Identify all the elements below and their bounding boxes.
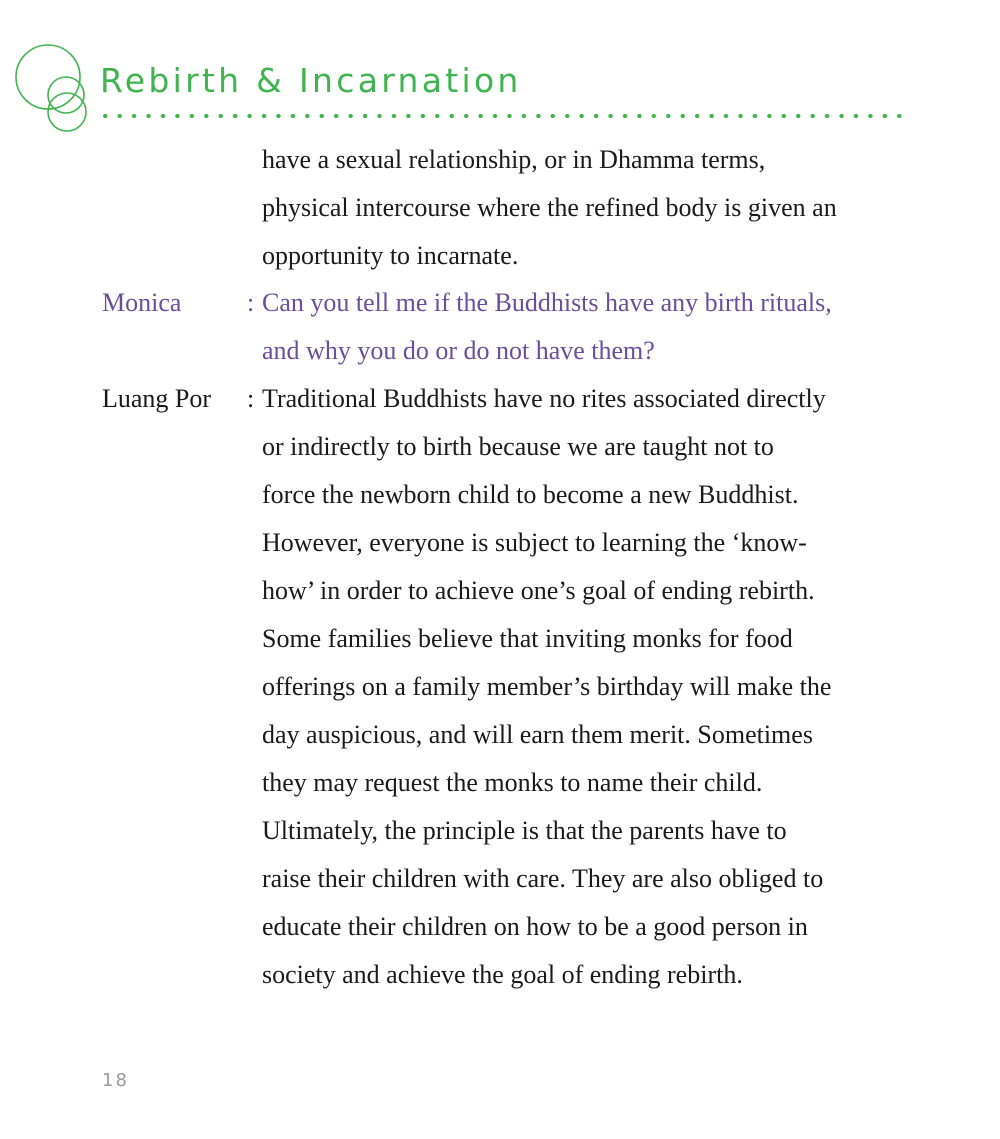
answer-line-6: Some families believe that inviting monks for food: [262, 624, 793, 653]
question-separator: :: [247, 288, 255, 317]
answer-line-12: educate their children on how to be a good person in: [262, 912, 808, 941]
question-speaker: Monica: [102, 288, 182, 317]
answer-line-10: Ultimately, the principle is that the parents have to: [262, 816, 787, 845]
answer-speaker: Luang Por: [102, 384, 212, 413]
intro-line-1: have a sexual relationship, or in Dhamma terms,: [262, 145, 766, 174]
answer-line-8: day auspicious, and will earn them merit. Sometimes: [262, 720, 813, 749]
answer-line-1: Traditional Buddhists have no rites associated directly: [262, 384, 826, 413]
page-number: 18: [102, 1070, 129, 1091]
answer-line-11: raise their children with care. They are also obliged to: [262, 864, 824, 893]
question-line-1: Can you tell me if the Buddhists have any birth rituals,: [262, 288, 832, 317]
answer-line-9: they may request the monks to name their child.: [262, 768, 763, 797]
answer-line-3: force the newborn child to become a new Buddhist.: [262, 480, 799, 509]
answer-line-2: or indirectly to birth because we are taught not to: [262, 432, 774, 461]
chapter-title: Rebirth & Incarnation: [100, 61, 522, 100]
answer-line-5: how’ in order to achieve one’s goal of ending rebirth.: [262, 576, 815, 605]
header-dotted-rule: [98, 113, 902, 119]
answer-line-7: offerings on a family member’s birthday will make the: [262, 672, 832, 701]
intro-line-2: physical intercourse where the refined body is given an: [262, 193, 837, 222]
header-circles-logo: [14, 42, 94, 134]
answer-line-13: society and achieve the goal of ending rebirth.: [262, 960, 743, 989]
intro-line-3: opportunity to incarnate.: [262, 241, 519, 270]
answer-line-4: However, everyone is subject to learning the ‘know-: [262, 528, 807, 557]
question-line-2: and why you do or do not have them?: [262, 336, 655, 365]
answer-separator: :: [247, 384, 255, 413]
